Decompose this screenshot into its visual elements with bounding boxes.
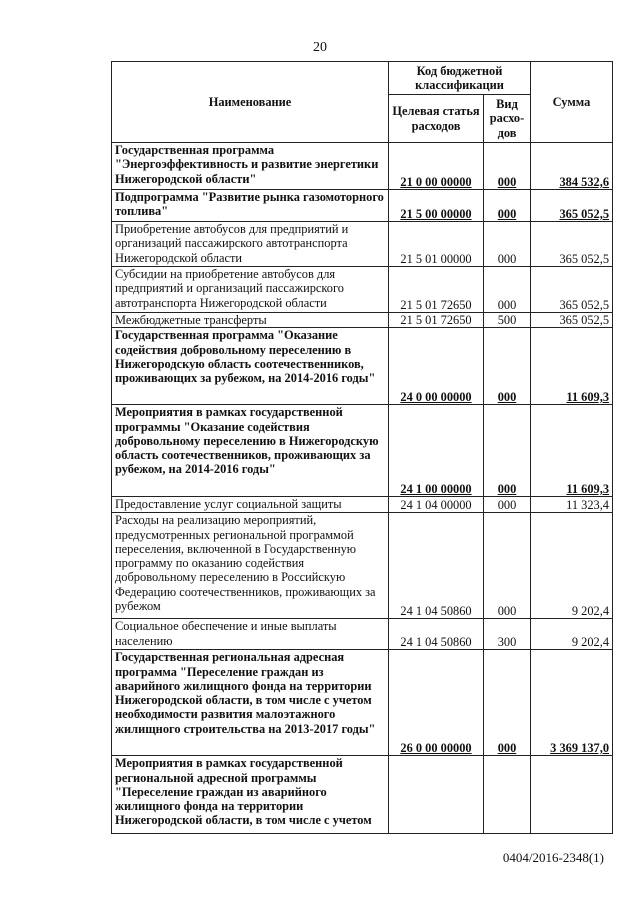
table-row [112, 619, 613, 650]
row-name: Субсидии на приобретение автобусов для предприятий и организаций пассажирского автотранспорта Нижегородской области [112, 267, 389, 313]
header-name: Наименование [112, 62, 389, 143]
row-sum: 3 369 137,0 [531, 650, 613, 756]
table-row [112, 143, 613, 190]
row-type: 000 [484, 143, 531, 190]
budget-table [111, 61, 613, 834]
row-type: 500 [484, 313, 531, 328]
header-code-group: Код бюджетной классификации [389, 62, 531, 95]
row-type: 000 [484, 190, 531, 222]
row-sum: 365 052,5 [531, 313, 613, 328]
row-type: 000 [484, 222, 531, 267]
table-row [112, 328, 613, 405]
row-sum: 11 609,3 [531, 328, 613, 405]
row-type: 000 [484, 405, 531, 497]
table-row [112, 756, 613, 834]
row-type: 000 [484, 267, 531, 313]
row-type: 000 [484, 497, 531, 513]
row-code: 24 1 04 50860 [389, 513, 484, 619]
table-row [112, 190, 613, 222]
row-name: Государственная региональная адресная программа "Переселение граждан из аварийного жилищного фонда на территории Нижегородской области, в том числе с учетом необходимости развития малоэтажного жилищного строительства на 2013-2017 годы" [112, 650, 389, 756]
header-sum: Сумма [531, 62, 613, 143]
row-sum: 11 323,4 [531, 497, 613, 513]
row-type: 000 [484, 650, 531, 756]
table-row [112, 513, 613, 619]
row-code: 24 1 04 00000 [389, 497, 484, 513]
table-row [112, 267, 613, 313]
row-name: Мероприятия в рамках государственной региональной адресной программы "Переселение граждан из аварийного жилищного фонда на территории Нижегородской области, в том числе с учетом [112, 756, 389, 834]
row-code [389, 756, 484, 834]
row-sum: 365 052,5 [531, 222, 613, 267]
row-sum [531, 756, 613, 834]
row-name: Межбюджетные трансферты [112, 313, 389, 328]
table-row [112, 650, 613, 756]
row-code: 24 1 00 00000 [389, 405, 484, 497]
table-row [112, 405, 613, 497]
header-target-article: Целевая статья расходов [389, 95, 484, 143]
row-name: Государственная программа "Оказание содействия добровольному переселению в Нижегородскую область соотечественников, проживающих за рубежом, на 2014-2016 годы" [112, 328, 389, 405]
row-code: 21 5 01 72650 [389, 313, 484, 328]
row-name: Подпрограмма "Развитие рынка газомоторного топлива" [112, 190, 389, 222]
row-sum: 11 609,3 [531, 405, 613, 497]
row-sum: 9 202,4 [531, 619, 613, 650]
row-name: Мероприятия в рамках государственной программы "Оказание содействия добровольному переселению в Нижегородскую область соотечественников, проживающих за рубежом, на 2014-2016 годы" [112, 405, 389, 497]
table-row [112, 313, 613, 328]
row-sum: 9 202,4 [531, 513, 613, 619]
table-row [112, 497, 613, 513]
row-sum: 365 052,5 [531, 267, 613, 313]
row-type: 000 [484, 513, 531, 619]
row-name: Расходы на реализацию мероприятий, предусмотренных региональной программой переселения, включенной в Государственную программу по оказанию содействия добровольному переселению в Российскую Федерацию соотечественников, проживающих за рубежом [112, 513, 389, 619]
row-type: 300 [484, 619, 531, 650]
row-code: 21 5 01 72650 [389, 267, 484, 313]
row-code: 24 1 04 50860 [389, 619, 484, 650]
row-type [484, 756, 531, 834]
row-code: 21 5 01 00000 [389, 222, 484, 267]
row-code: 21 5 00 00000 [389, 190, 484, 222]
row-name: Приобретение автобусов для предприятий и организаций пассажирского автотранспорта Нижегородской области [112, 222, 389, 267]
row-code: 21 0 00 00000 [389, 143, 484, 190]
row-name: Социальное обеспечение и иные выплаты населению [112, 619, 389, 650]
table-header [112, 62, 613, 143]
page-number: 20 [313, 40, 327, 55]
row-code: 24 0 00 00000 [389, 328, 484, 405]
row-code: 26 0 00 00000 [389, 650, 484, 756]
header-expense-type: Вид расхо-дов [484, 95, 531, 143]
row-type: 000 [484, 328, 531, 405]
row-name: Государственная программа "Энергоэффективность и развитие энергетики Нижегородской области" [112, 143, 389, 190]
table-row [112, 222, 613, 267]
row-sum: 365 052,5 [531, 190, 613, 222]
row-name: Предоставление услуг социальной защиты [112, 497, 389, 513]
document-code: 0404/2016-2348(1) [502, 850, 604, 865]
row-sum: 384 532,6 [531, 143, 613, 190]
